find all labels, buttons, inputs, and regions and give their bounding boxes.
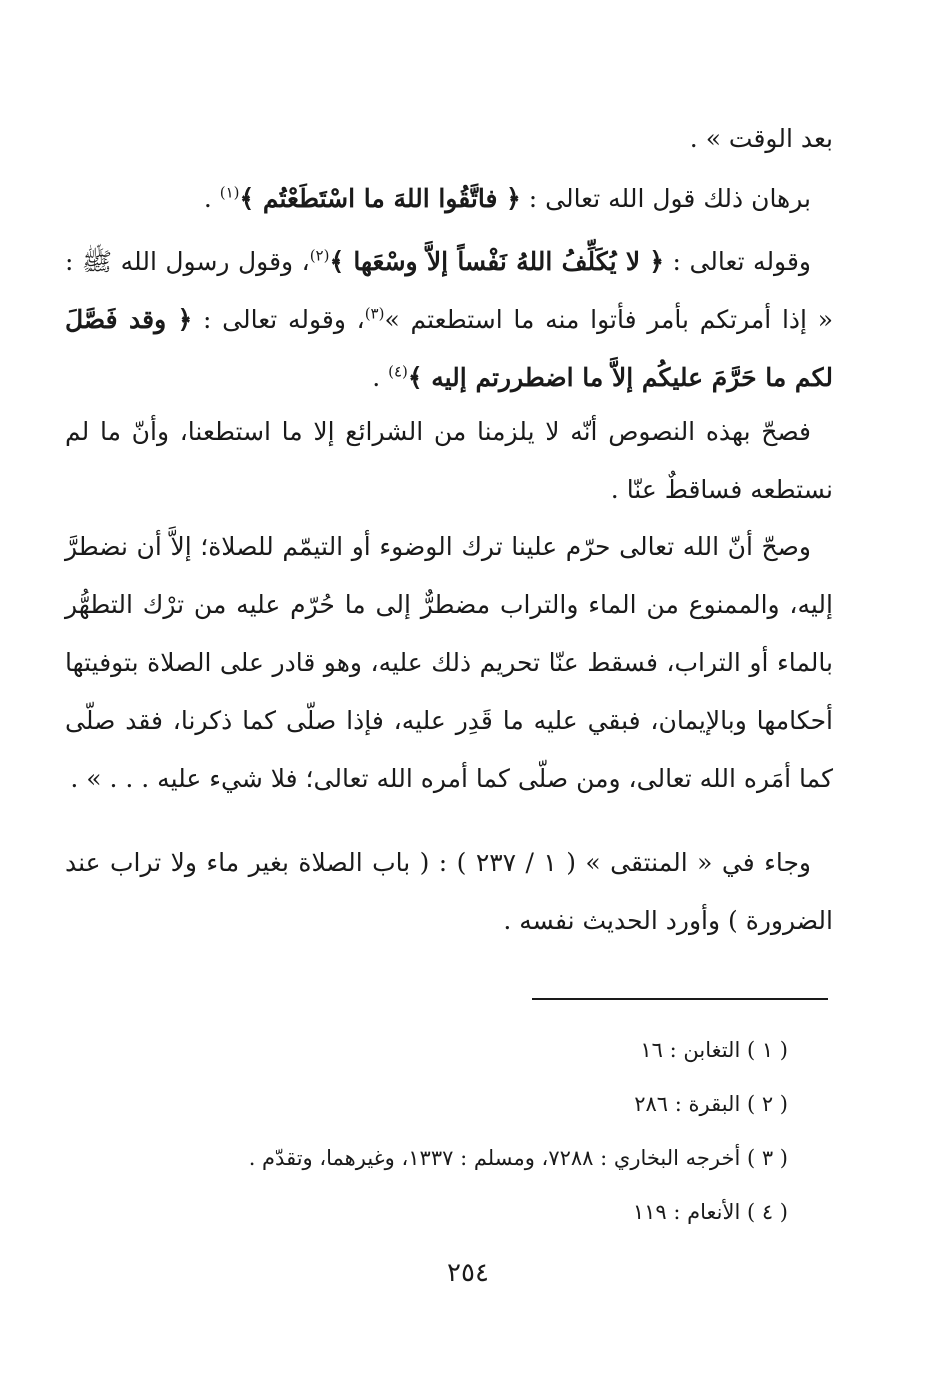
paragraph-2-intro: برهان ذلك قول الله تعالى : (520, 184, 811, 213)
main-text-4 (65, 403, 833, 519)
paragraph-4: فصحّ بهذه النصوص أنّه لا يلزمنا من الشرائع إلا ما استطعنا، وأنّ ما لم نستطعه فساقطٌ عنّا . (65, 417, 833, 504)
main-text (65, 110, 833, 168)
footnote-divider (532, 998, 828, 1000)
main-text-5 (65, 518, 833, 808)
footnotes (128, 1023, 788, 1239)
quran-verse: ﴿ فاتَّقُوا اللهَ ما اسْتَطَعْتُم ﴾ (239, 184, 521, 213)
main-text-2 (65, 170, 833, 228)
paragraph-6: وجاء في « المنتقى » ( ١ / ٢٣٧ ) : ( باب الصلاة بغير ماء ولا تراب عند الضرورة ) وأورد الحديث نفسه . (65, 848, 833, 935)
quran-verse: ﴿ لا يُكَلِّفُ اللهُ نَفْساً إلاَّ وسْعَها ﴾ (329, 247, 664, 276)
paragraph-3-connector: ، وقوله تعالى : (192, 305, 365, 334)
footnote-1: ( ١ ) التغابن : ١٦ (640, 1038, 788, 1062)
paragraph-1: بعد الوقت » . (689, 124, 833, 153)
footnote-ref: (١) (219, 183, 240, 202)
paragraph-3 (65, 233, 833, 407)
footnote-2: ( ٢ ) البقرة : ٢٨٦ (634, 1092, 788, 1116)
footnote-4: ( ٤ ) الأنعام : ١١٩ (632, 1200, 788, 1224)
paragraph-2-end: . (203, 184, 220, 213)
footnote-ref: (٣) (364, 304, 385, 323)
paragraph-5: وصحّ أنّ الله تعالى حرّم علينا ترك الوضوء أو التيمّم للصلاة؛ إلاَّ أن نضطرَّ إليه، والممنوع من الماء والتراب مضطرٌّ إلى ما حُرّم عليه من ترْك التطهُّر بالماء أو التراب، فسقط عنّا تحريم ذلك عليه، وهو قادر على الصلاة بتوفيتها أحكامها وبالإيمان، فبقي عليه ما قَدِر عليه، فإذا صلّى كما ذكرنا، فقد صلّى كما أمَره الله تعالى، ومن صلّى كما أمره الله تعالى؛ فلا شيء عليه . . . » . (65, 532, 833, 793)
hadith-text: ، وقول رسول الله ﷺ : « إذا أمرتكم بأمر فأتوا منه ما استطعتم » (65, 247, 833, 334)
paragraph-2 (65, 170, 833, 228)
main-text-6 (65, 834, 833, 950)
footnote-ref: (٢) (309, 246, 330, 265)
quran-verse: ﴿ وقد فَصَّلَ لكم ما حَرَّمَ عليكُم إلاَّ ما اضطررتم إليه ﴾ (65, 305, 833, 392)
paragraph-3-intro: وقوله تعالى : (664, 247, 811, 276)
page-number: ٢٥٤ (447, 1258, 489, 1288)
footnote-3: ( ٣ ) أخرجه البخاري : ٧٢٨٨، ومسلم : ١٣٣٧، وغيرهما، وتقدّم . (248, 1146, 788, 1170)
paragraph-3-end: . (372, 363, 389, 392)
footnote-ref: (٤) (388, 362, 408, 381)
main-text-3 (65, 233, 833, 407)
